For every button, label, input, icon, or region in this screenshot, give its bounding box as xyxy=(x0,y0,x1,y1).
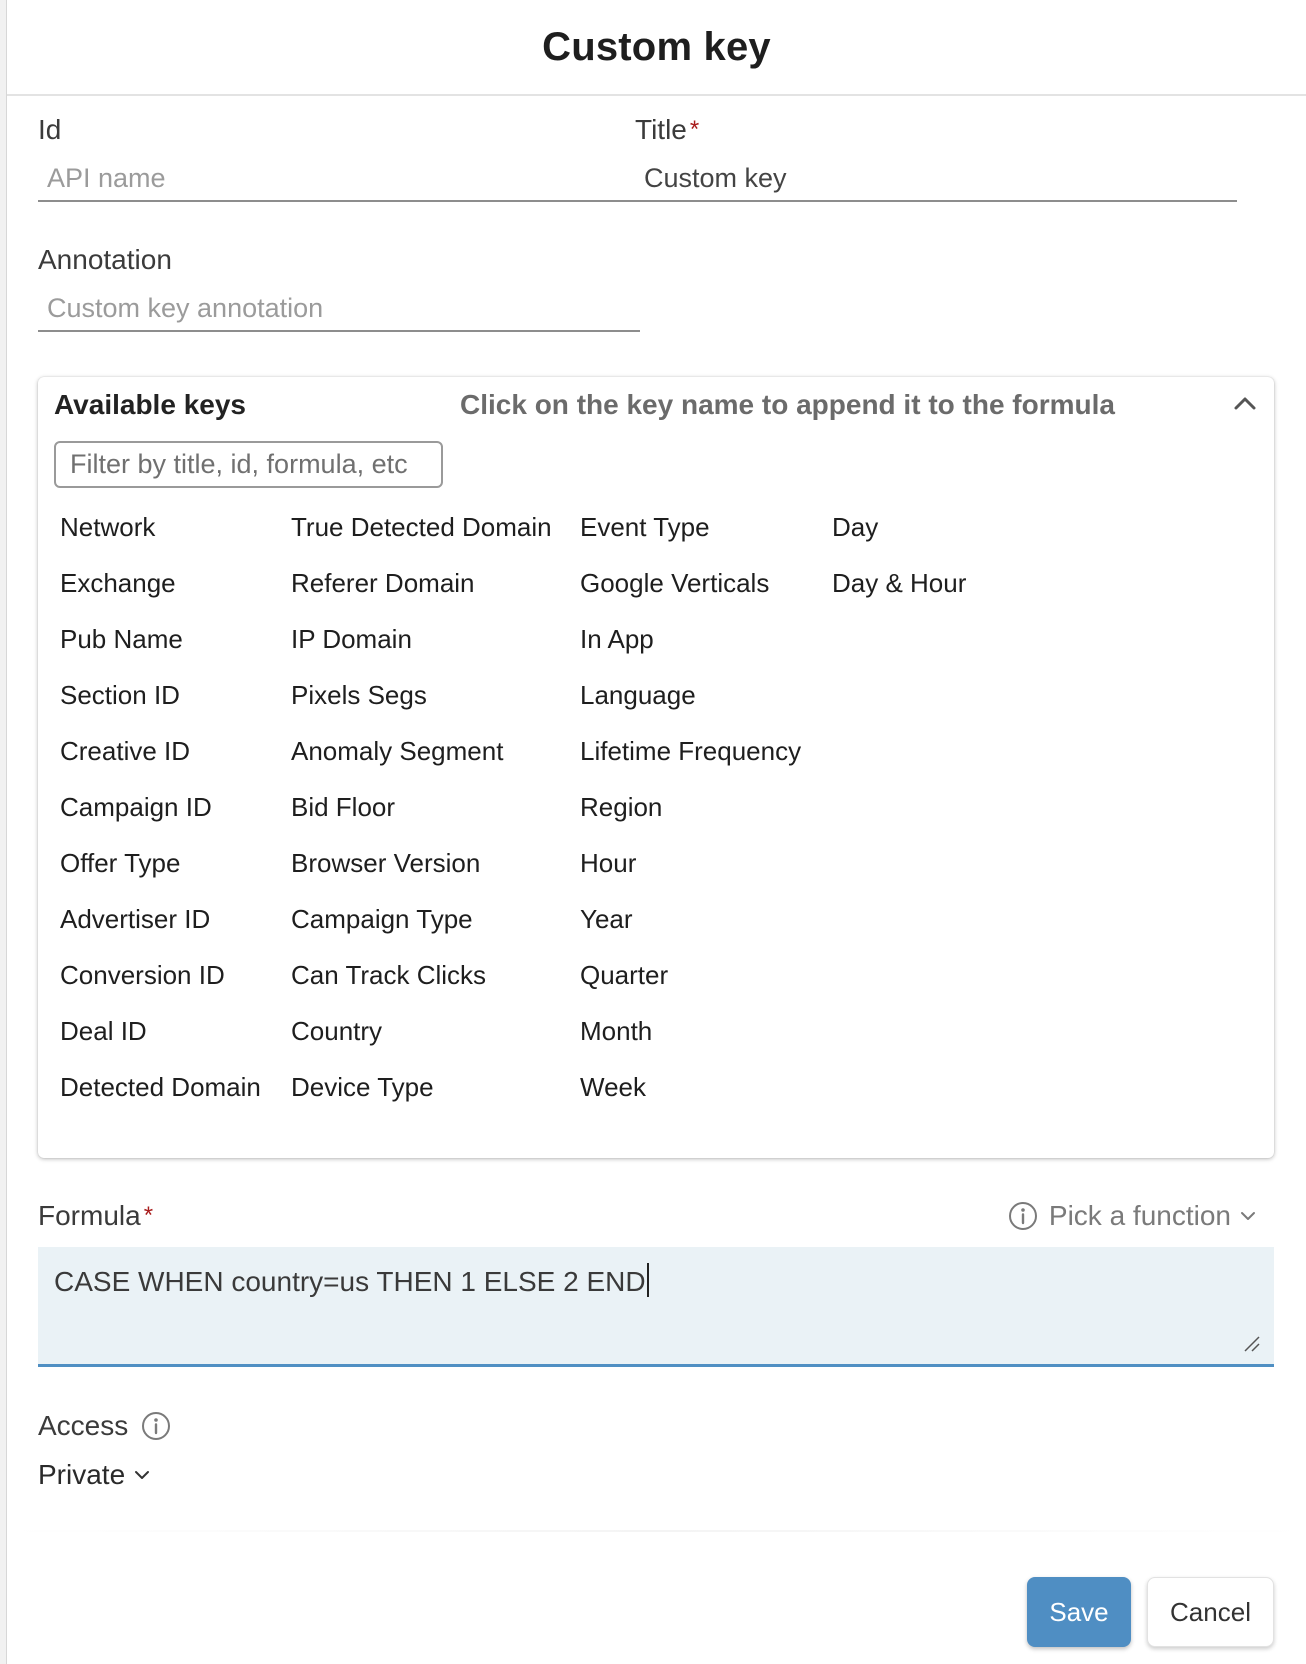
key-item[interactable]: Week xyxy=(580,1072,646,1102)
formula-text: CASE WHEN country=us THEN 1 ELSE 2 END xyxy=(54,1266,646,1297)
key-item[interactable]: Country xyxy=(291,1016,383,1046)
title-input[interactable] xyxy=(635,160,1237,202)
key-item[interactable]: Bid Floor xyxy=(291,792,396,822)
title-required-mark: * xyxy=(689,116,700,143)
key-item[interactable]: Campaign Type xyxy=(291,904,473,934)
key-item[interactable]: Anomaly Segment xyxy=(291,736,504,766)
key-item[interactable]: Conversion ID xyxy=(60,960,225,990)
info-icon[interactable] xyxy=(140,1410,172,1442)
custom-key-dialog xyxy=(7,0,1306,1664)
key-item[interactable]: Detected Domain xyxy=(60,1072,261,1102)
dialog-header xyxy=(7,0,1306,96)
key-item[interactable]: Hour xyxy=(580,848,637,878)
key-item[interactable]: Day & Hour xyxy=(832,568,967,598)
key-item[interactable]: Offer Type xyxy=(60,848,181,878)
key-item[interactable]: Lifetime Frequency xyxy=(580,736,802,766)
annotation-label: Annotation xyxy=(38,244,172,275)
id-label: Id xyxy=(38,114,62,145)
key-item[interactable]: Browser Version xyxy=(291,848,481,878)
title-label xyxy=(635,114,1237,146)
title-label-text: Title xyxy=(635,114,687,145)
save-button[interactable]: Save xyxy=(1027,1577,1131,1647)
key-item[interactable]: Pixels Segs xyxy=(291,680,427,710)
chevron-down-icon xyxy=(131,1464,153,1486)
info-icon xyxy=(1007,1200,1039,1232)
chevron-down-icon xyxy=(1237,1205,1259,1227)
key-item[interactable]: Language xyxy=(580,680,696,710)
id-field-group xyxy=(38,114,640,202)
key-item[interactable]: Device Type xyxy=(291,1072,434,1102)
keys-column-4 xyxy=(832,511,966,623)
dialog-title: Custom key xyxy=(542,24,771,69)
key-item[interactable]: Year xyxy=(580,904,633,934)
key-item[interactable]: Can Track Clicks xyxy=(291,960,487,990)
formula-textarea[interactable] xyxy=(38,1247,1274,1367)
keys-column-2 xyxy=(291,511,552,1127)
available-keys-title: Available keys xyxy=(54,389,246,420)
access-selected-value: Private xyxy=(38,1459,126,1490)
key-item[interactable]: True Detected Domain xyxy=(291,512,552,542)
key-item[interactable]: Day xyxy=(832,512,879,542)
keys-filter-input[interactable] xyxy=(54,441,443,488)
keys-column-3 xyxy=(580,511,801,1127)
key-item[interactable]: Pub Name xyxy=(60,624,183,654)
footer-divider xyxy=(7,1530,1306,1532)
key-item[interactable]: Creative ID xyxy=(60,736,191,766)
key-item[interactable]: Event Type xyxy=(580,512,710,542)
key-item[interactable]: Month xyxy=(580,1016,653,1046)
key-item[interactable]: Region xyxy=(580,792,663,822)
key-item[interactable]: Exchange xyxy=(60,568,176,598)
available-keys-panel xyxy=(38,377,1274,1158)
chevron-up-icon[interactable] xyxy=(1228,387,1262,421)
key-item[interactable]: Deal ID xyxy=(60,1016,147,1046)
key-item[interactable]: Quarter xyxy=(580,960,669,990)
key-item[interactable]: Section ID xyxy=(60,680,180,710)
key-item[interactable]: Campaign ID xyxy=(60,792,212,822)
key-item[interactable]: In App xyxy=(580,624,654,654)
keys-column-1 xyxy=(60,511,261,1127)
access-label-group xyxy=(38,1410,172,1442)
access-label: Access xyxy=(38,1410,129,1441)
annotation-input[interactable] xyxy=(38,290,640,332)
key-item[interactable]: Advertiser ID xyxy=(60,904,211,934)
key-item[interactable]: IP Domain xyxy=(291,624,412,654)
formula-label-text: Formula xyxy=(38,1200,141,1231)
background-page-edge xyxy=(0,0,7,1664)
formula-required-mark: * xyxy=(143,1202,154,1229)
text-caret xyxy=(647,1263,649,1297)
cancel-button[interactable]: Cancel xyxy=(1147,1577,1274,1647)
available-keys-hint: Click on the key name to append it to the formula xyxy=(460,389,1115,420)
key-item[interactable]: Google Verticals xyxy=(580,568,770,598)
id-input[interactable] xyxy=(38,160,640,202)
title-field-group xyxy=(635,114,1237,202)
pick-function-dropdown[interactable] xyxy=(1007,1200,1269,1232)
formula-label xyxy=(38,1200,153,1232)
pick-function-label: Pick a function xyxy=(1048,1200,1231,1231)
key-item[interactable]: Referer Domain xyxy=(291,568,475,598)
resize-handle-icon[interactable] xyxy=(1242,1334,1260,1352)
access-dropdown[interactable] xyxy=(38,1459,153,1491)
annotation-field-group xyxy=(38,244,640,332)
key-item[interactable]: Network xyxy=(60,512,156,542)
